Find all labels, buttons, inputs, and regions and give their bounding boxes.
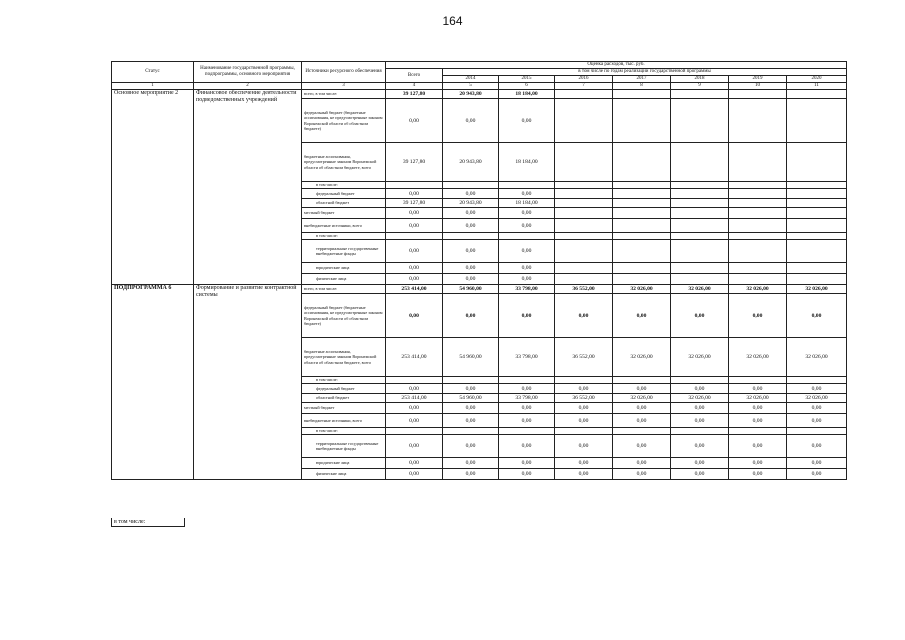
value-total-cell: 0,00 <box>386 263 443 274</box>
value-total-cell: 0,00 <box>386 414 443 428</box>
value-year-cell: 0,00 <box>613 384 671 394</box>
table-body <box>112 90 847 480</box>
value-year-cell <box>729 208 787 219</box>
source-cell: федеральный бюджет (бюджетные ассигнования, не предусмотренные законом Воронежской области об областном бюджете) <box>302 99 386 143</box>
value-year-cell <box>613 240 671 263</box>
value-year-cell <box>613 208 671 219</box>
value-year-cell: 0,00 <box>499 469 555 480</box>
footer-label: в том числе: <box>111 518 185 527</box>
table-row <box>112 285 847 294</box>
value-year-cell <box>555 90 613 99</box>
value-total-cell: 0,00 <box>386 219 443 233</box>
value-year-cell: 32 026,00 <box>729 338 787 377</box>
value-year-cell: 0,00 <box>555 435 613 458</box>
value-year-cell <box>671 219 729 233</box>
value-total-cell: 39 127,80 <box>386 143 443 182</box>
value-year-cell <box>443 182 499 189</box>
value-year-cell: 0,00 <box>613 414 671 428</box>
program-name-cell: Финансовое обеспечение деятельности подведомственных учреждений <box>194 90 302 285</box>
source-cell: юридические лица <box>302 263 386 274</box>
value-total-cell: 0,00 <box>386 99 443 143</box>
value-year-cell: 0,00 <box>443 240 499 263</box>
value-total-cell <box>386 377 443 384</box>
value-year-cell <box>729 219 787 233</box>
value-year-cell: 0,00 <box>671 414 729 428</box>
value-year-cell: 33 798,00 <box>499 394 555 403</box>
value-total-cell: 0,00 <box>386 274 443 285</box>
header-year: 2018 <box>671 76 729 83</box>
source-cell: в том числе: <box>302 377 386 384</box>
source-cell: в том числе: <box>302 182 386 189</box>
value-year-cell <box>671 99 729 143</box>
value-year-cell: 0,00 <box>613 458 671 469</box>
value-year-cell <box>787 90 847 99</box>
value-year-cell <box>555 99 613 143</box>
value-year-cell <box>787 182 847 189</box>
header-year: 2014 <box>443 76 499 83</box>
value-year-cell <box>499 182 555 189</box>
value-year-cell <box>729 263 787 274</box>
value-year-cell <box>729 240 787 263</box>
value-year-cell: 0,00 <box>729 469 787 480</box>
value-year-cell <box>443 233 499 240</box>
value-year-cell <box>671 90 729 99</box>
budget-table <box>111 61 847 480</box>
source-cell: в том числе: <box>302 233 386 240</box>
value-year-cell <box>729 143 787 182</box>
value-total-cell <box>386 182 443 189</box>
value-year-cell <box>613 199 671 208</box>
value-year-cell <box>787 263 847 274</box>
source-cell: внебюджетные источники, всего <box>302 219 386 233</box>
value-year-cell: 0,00 <box>729 458 787 469</box>
value-year-cell <box>729 274 787 285</box>
value-year-cell: 54 960,00 <box>443 338 499 377</box>
value-year-cell <box>671 274 729 285</box>
value-year-cell <box>787 143 847 182</box>
header-by-years: в том числе по годам реализации государственной программы <box>443 69 847 76</box>
value-year-cell <box>613 274 671 285</box>
value-year-cell: 0,00 <box>443 189 499 199</box>
value-total-cell: 39 127,80 <box>386 199 443 208</box>
source-cell: местный бюджет <box>302 208 386 219</box>
source-cell: территориальные государственные внебюджетные фонды <box>302 435 386 458</box>
value-year-cell: 0,00 <box>787 469 847 480</box>
value-year-cell <box>499 428 555 435</box>
source-cell: местный бюджет <box>302 403 386 414</box>
value-year-cell <box>671 182 729 189</box>
value-year-cell: 18 184,00 <box>499 199 555 208</box>
value-year-cell: 0,00 <box>787 294 847 338</box>
value-year-cell: 0,00 <box>555 414 613 428</box>
value-year-cell: 0,00 <box>499 208 555 219</box>
value-year-cell: 0,00 <box>671 403 729 414</box>
value-year-cell <box>787 274 847 285</box>
value-year-cell <box>555 428 613 435</box>
value-year-cell: 0,00 <box>671 294 729 338</box>
header-year: 2019 <box>729 76 787 83</box>
value-year-cell: 0,00 <box>555 469 613 480</box>
value-year-cell: 0,00 <box>443 458 499 469</box>
value-year-cell: 0,00 <box>443 263 499 274</box>
source-cell: юридические лица <box>302 458 386 469</box>
value-year-cell: 0,00 <box>499 219 555 233</box>
value-total-cell: 0,00 <box>386 384 443 394</box>
value-year-cell <box>671 428 729 435</box>
value-year-cell <box>671 208 729 219</box>
value-year-cell <box>729 199 787 208</box>
value-year-cell <box>613 233 671 240</box>
value-year-cell <box>555 274 613 285</box>
value-year-cell: 0,00 <box>443 414 499 428</box>
value-year-cell: 0,00 <box>443 219 499 233</box>
value-year-cell <box>613 263 671 274</box>
value-year-cell: 0,00 <box>613 469 671 480</box>
value-year-cell: 32 026,00 <box>671 394 729 403</box>
value-year-cell: 32 026,00 <box>671 338 729 377</box>
value-year-cell <box>613 182 671 189</box>
value-year-cell: 0,00 <box>443 208 499 219</box>
source-cell: всего, в том числе: <box>302 285 386 294</box>
value-year-cell: 32 026,00 <box>729 285 787 294</box>
value-year-cell: 0,00 <box>443 403 499 414</box>
value-year-cell: 36 552,00 <box>555 394 613 403</box>
column-number: 10 <box>729 83 787 90</box>
value-year-cell: 0,00 <box>671 384 729 394</box>
value-year-cell: 0,00 <box>729 294 787 338</box>
value-year-cell: 36 552,00 <box>555 338 613 377</box>
column-number: 1 <box>112 83 194 90</box>
value-year-cell: 0,00 <box>499 189 555 199</box>
value-year-cell: 0,00 <box>499 414 555 428</box>
source-cell: территориальные государственные внебюджетные фонды <box>302 240 386 263</box>
value-year-cell <box>555 263 613 274</box>
value-year-cell: 33 798,00 <box>499 285 555 294</box>
value-year-cell: 18 184,00 <box>499 90 555 99</box>
value-year-cell: 36 552,00 <box>555 285 613 294</box>
value-year-cell: 20 943,80 <box>443 90 499 99</box>
value-year-cell: 0,00 <box>443 384 499 394</box>
header-year: 2020 <box>787 76 847 83</box>
value-year-cell <box>787 233 847 240</box>
value-year-cell: 18 184,00 <box>499 143 555 182</box>
value-total-cell: 0,00 <box>386 294 443 338</box>
value-year-cell: 0,00 <box>787 458 847 469</box>
value-year-cell: 0,00 <box>443 99 499 143</box>
value-year-cell <box>787 189 847 199</box>
table-row <box>112 90 847 99</box>
value-year-cell: 0,00 <box>499 403 555 414</box>
source-cell: федеральный бюджет <box>302 189 386 199</box>
value-year-cell <box>671 189 729 199</box>
value-year-cell <box>729 99 787 143</box>
value-year-cell <box>613 428 671 435</box>
value-year-cell: 32 026,00 <box>613 394 671 403</box>
value-year-cell: 0,00 <box>671 458 729 469</box>
value-total-cell: 39 127,80 <box>386 90 443 99</box>
value-year-cell <box>555 240 613 263</box>
value-year-cell: 0,00 <box>555 294 613 338</box>
column-number: 7 <box>555 83 613 90</box>
value-year-cell: 20 943,80 <box>443 143 499 182</box>
value-year-cell: 0,00 <box>499 99 555 143</box>
value-year-cell <box>671 263 729 274</box>
value-year-cell <box>499 377 555 384</box>
value-total-cell: 0,00 <box>386 458 443 469</box>
value-year-cell <box>555 189 613 199</box>
value-total-cell <box>386 428 443 435</box>
column-number: 6 <box>499 83 555 90</box>
value-year-cell: 0,00 <box>613 294 671 338</box>
page-number: 164 <box>442 14 463 28</box>
value-year-cell: 54 960,00 <box>443 394 499 403</box>
value-year-cell: 0,00 <box>787 435 847 458</box>
value-year-cell <box>671 143 729 182</box>
value-year-cell: 0,00 <box>671 435 729 458</box>
status-cell: Основное мероприятие 2 <box>112 90 194 285</box>
value-total-cell: 253 414,00 <box>386 338 443 377</box>
value-year-cell: 0,00 <box>555 384 613 394</box>
value-year-cell <box>555 143 613 182</box>
value-year-cell: 33 798,00 <box>499 338 555 377</box>
value-year-cell: 0,00 <box>443 469 499 480</box>
value-year-cell: 0,00 <box>499 458 555 469</box>
value-year-cell: 0,00 <box>787 414 847 428</box>
source-cell: областной бюджет <box>302 199 386 208</box>
value-year-cell: 0,00 <box>729 384 787 394</box>
value-year-cell: 0,00 <box>443 274 499 285</box>
value-year-cell: 32 026,00 <box>787 285 847 294</box>
value-year-cell: 32 026,00 <box>613 285 671 294</box>
value-year-cell <box>555 208 613 219</box>
source-cell: федеральный бюджет <box>302 384 386 394</box>
value-total-cell: 0,00 <box>386 208 443 219</box>
value-year-cell <box>729 233 787 240</box>
value-year-cell: 0,00 <box>787 384 847 394</box>
value-year-cell: 54 960,00 <box>443 285 499 294</box>
value-year-cell <box>555 219 613 233</box>
source-cell: внебюджетные источники, всего <box>302 414 386 428</box>
value-year-cell <box>787 199 847 208</box>
value-year-cell: 0,00 <box>613 435 671 458</box>
value-year-cell: 0,00 <box>555 458 613 469</box>
value-year-cell <box>443 377 499 384</box>
value-year-cell <box>555 377 613 384</box>
value-year-cell: 0,00 <box>443 294 499 338</box>
value-year-cell: 0,00 <box>443 435 499 458</box>
value-year-cell: 0,00 <box>499 274 555 285</box>
value-year-cell <box>613 377 671 384</box>
value-year-cell: 0,00 <box>613 403 671 414</box>
header-total: Всего <box>386 69 443 83</box>
value-year-cell <box>613 189 671 199</box>
value-total-cell: 0,00 <box>386 240 443 263</box>
value-total-cell: 0,00 <box>386 403 443 414</box>
value-year-cell: 0,00 <box>671 469 729 480</box>
column-number: 5 <box>443 83 499 90</box>
value-year-cell <box>443 428 499 435</box>
header-source: Источники ресурсного обеспечения <box>302 62 386 83</box>
source-cell: бюджетные ассигнования, предусмотренные законом Воронежской области об областном бюджете, всего <box>302 143 386 182</box>
value-year-cell <box>613 90 671 99</box>
header-year: 2017 <box>613 76 671 83</box>
value-year-cell <box>613 143 671 182</box>
value-year-cell: 0,00 <box>787 403 847 414</box>
value-total-cell <box>386 233 443 240</box>
status-cell: ПОДПРОГРАММА 6 <box>112 285 194 480</box>
value-year-cell <box>787 219 847 233</box>
source-cell: в том числе: <box>302 428 386 435</box>
value-year-cell: 32 026,00 <box>671 285 729 294</box>
value-year-cell <box>729 189 787 199</box>
value-year-cell <box>787 208 847 219</box>
header-year: 2015 <box>499 76 555 83</box>
value-year-cell: 32 026,00 <box>787 338 847 377</box>
value-year-cell <box>787 377 847 384</box>
value-year-cell <box>729 428 787 435</box>
column-number: 9 <box>671 83 729 90</box>
source-cell: физические лица <box>302 469 386 480</box>
value-year-cell: 0,00 <box>729 403 787 414</box>
column-number: 8 <box>613 83 671 90</box>
value-year-cell: 0,00 <box>499 384 555 394</box>
value-year-cell: 0,00 <box>499 435 555 458</box>
value-year-cell: 0,00 <box>499 263 555 274</box>
source-cell: областной бюджет <box>302 394 386 403</box>
source-cell: бюджетные ассигнования, предусмотренные законом Воронежской области об областном бюджете, всего <box>302 338 386 377</box>
program-name-cell: Формирование и развитие контрактной системы <box>194 285 302 480</box>
header-estimate: Оценка расходов, тыс. руб. <box>386 62 847 69</box>
column-number: 2 <box>194 83 302 90</box>
value-year-cell <box>787 428 847 435</box>
value-year-cell <box>671 240 729 263</box>
value-year-cell: 0,00 <box>555 403 613 414</box>
value-year-cell: 32 026,00 <box>613 338 671 377</box>
value-year-cell <box>729 182 787 189</box>
value-year-cell <box>729 90 787 99</box>
header-status: Статус <box>112 62 194 83</box>
value-year-cell <box>787 99 847 143</box>
value-total-cell: 253 414,00 <box>386 394 443 403</box>
value-year-cell: 0,00 <box>729 414 787 428</box>
value-total-cell: 0,00 <box>386 469 443 480</box>
header-year: 2016 <box>555 76 613 83</box>
value-year-cell <box>729 377 787 384</box>
value-year-cell: 0,00 <box>499 240 555 263</box>
value-year-cell <box>671 377 729 384</box>
column-number: 11 <box>787 83 847 90</box>
source-cell: всего, в том числе: <box>302 90 386 99</box>
value-year-cell <box>613 219 671 233</box>
value-year-cell: 0,00 <box>729 435 787 458</box>
column-number-row <box>112 83 847 90</box>
value-year-cell <box>671 233 729 240</box>
column-number: 3 <box>302 83 386 90</box>
value-year-cell: 32 026,00 <box>729 394 787 403</box>
value-year-cell <box>787 240 847 263</box>
value-year-cell <box>555 182 613 189</box>
value-year-cell: 0,00 <box>499 294 555 338</box>
value-year-cell <box>613 99 671 143</box>
value-total-cell: 253 414,00 <box>386 285 443 294</box>
value-year-cell: 32 026,00 <box>787 394 847 403</box>
header-name: Наименование государственной программы, подпрограммы, основного мероприятия <box>194 62 302 83</box>
value-year-cell <box>555 199 613 208</box>
value-total-cell: 0,00 <box>386 435 443 458</box>
column-number: 4 <box>386 83 443 90</box>
value-year-cell <box>499 233 555 240</box>
source-cell: федеральный бюджет (бюджетные ассигнования, не предусмотренные законом Воронежской области об областном бюджете) <box>302 294 386 338</box>
value-year-cell <box>555 233 613 240</box>
value-year-cell: 20 943,80 <box>443 199 499 208</box>
source-cell: физические лица <box>302 274 386 285</box>
value-year-cell <box>671 199 729 208</box>
value-total-cell: 0,00 <box>386 189 443 199</box>
